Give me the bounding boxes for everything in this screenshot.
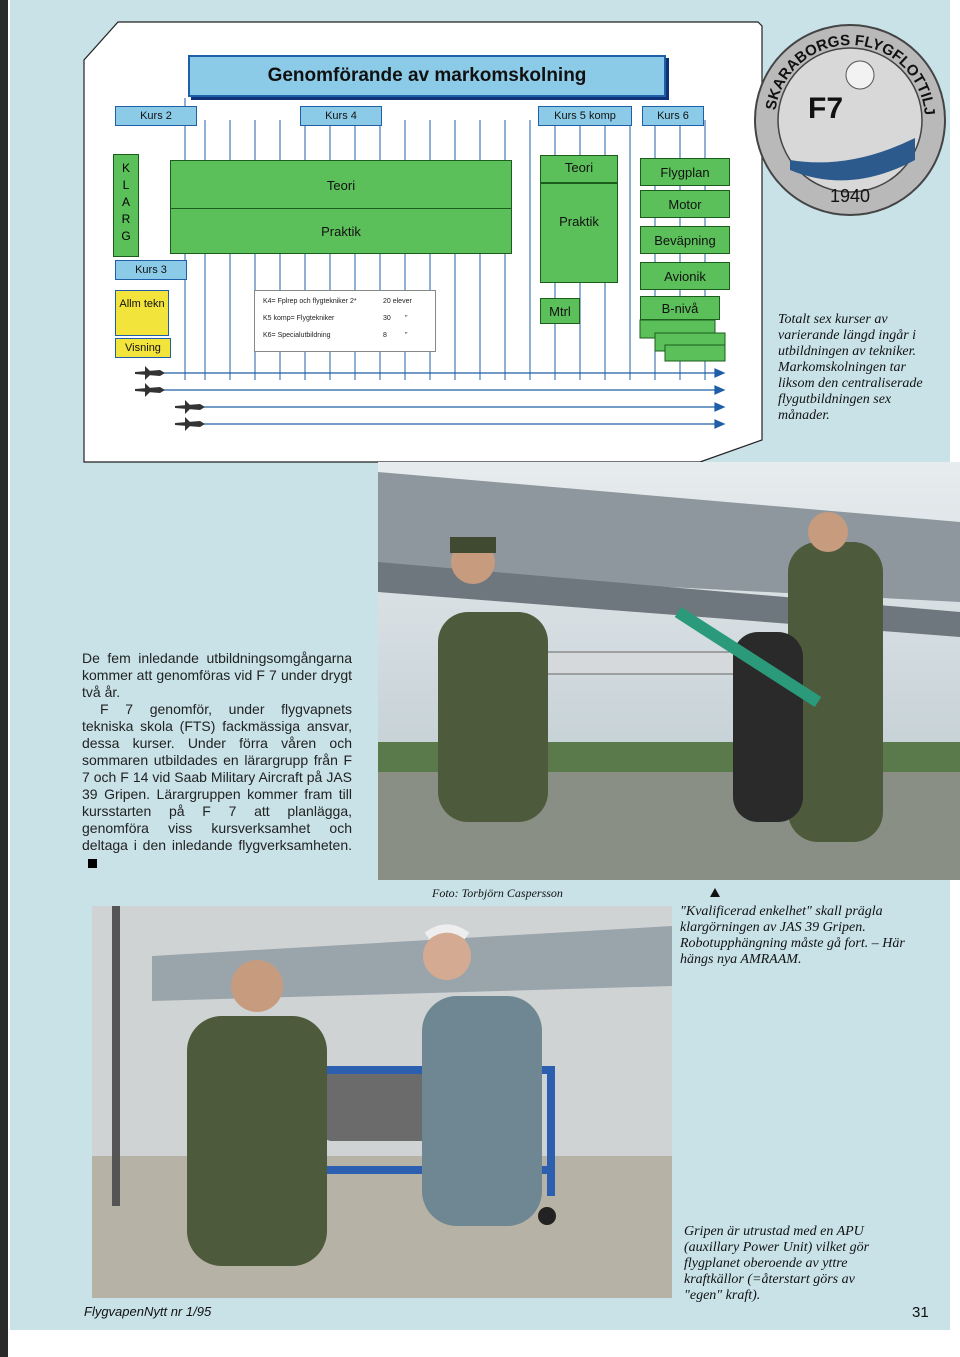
kurs-5-komp-label: Kurs 5 komp (538, 106, 632, 126)
kurs-3-label: Kurs 3 (115, 260, 187, 280)
allm-tekn-label: Allm tekn (115, 290, 169, 336)
legend-label: K4= Fplrep och flygtekniker 2* (263, 298, 357, 305)
photo1-caption: "Kvalificerad enkelhet" skall prägla klargörningen av JAS 39 Gripen. Robotupphängning måste gå fort. – Här hängs nya AMRAAM. (680, 904, 905, 967)
photo-amraam-loading (378, 462, 960, 880)
mtrl-box: Mtrl (540, 298, 580, 324)
caption-pointer-icon (710, 888, 720, 897)
motor-box: Motor (640, 190, 730, 218)
photo-apu-engine (92, 906, 672, 1298)
visning-label: Visning (115, 338, 171, 358)
kurs-6-label: Kurs 6 (642, 106, 704, 126)
legend-value: 20 elever (383, 298, 412, 305)
legend-label: K6= Specialutbildning (263, 332, 331, 339)
praktik-left-box: Praktik (170, 208, 512, 254)
klarg-letter: L (122, 178, 130, 192)
avionik-box: Avionik (640, 262, 730, 290)
klarg-label (113, 154, 139, 257)
article-body (82, 650, 352, 871)
f7-seal-logo (750, 20, 950, 220)
legend-value: 30 (383, 315, 391, 322)
seal-code: F7 (808, 92, 844, 125)
praktik-right-box: Praktik (540, 183, 618, 283)
legend-ditto: " (405, 332, 408, 339)
chart-caption: Totalt sex kurser av varierande längd ingår i utbildningen av tekniker. Markomskolningen tar liksom den centraliserade flygutbildningen sex månader. (778, 312, 923, 423)
body-paragraph-2 (82, 701, 352, 871)
photo2-caption: Gripen är utrustad med en APU (auxillary Power Unit) vilket gör flygplanet oberoende av yttre kraftkällor (=återstart görs av "egen" kraft). (684, 1224, 870, 1303)
publication-footer: FlygvapenNytt nr 1/95 (84, 1304, 212, 1319)
bevapning-box: Beväpning (640, 226, 730, 254)
kurs-2-label: Kurs 2 (115, 106, 197, 126)
chart-legend (254, 290, 436, 352)
klarg-letter: G (121, 229, 131, 243)
legend-label: K5 komp= Flygtekniker (263, 315, 335, 322)
page-number: 31 (912, 1304, 929, 1321)
teori-right-box: Teori (540, 155, 618, 183)
body-paragraph-2-text: F 7 genomför, under flygvapnets tekniska skola (FTS) fackmässiga ansvar, dessa kurser. Under förra våren och sommaren utbildades en lärargrupp från F 7 och F 14 vid Saab Military Aircraft på JAS 39 Gripen. Lärargruppen kommer fram till kursstarten på F 7 att planlägga, genomföra viss kursverksamhet och deltaga i den inledande flygverksamheten. (82, 701, 352, 853)
flygplan-box: Flygplan (640, 158, 730, 186)
seal-top-text: SKARABORGS FLYGFLOTTILJ (762, 31, 938, 117)
end-mark-icon (88, 859, 97, 868)
photo-credit: Foto: Torbjörn Caspersson (432, 886, 563, 900)
klarg-letter: K (121, 161, 130, 175)
klarg-letter: R (121, 212, 131, 226)
kurs-4-label: Kurs 4 (300, 106, 382, 126)
seal-year: 1940 (829, 186, 871, 206)
klarg-letter: A (121, 195, 130, 209)
chart-title: Genomförande av markomskolning (188, 55, 666, 97)
body-paragraph-1: De fem inledande utbildningsomgångarna kommer att genomföras vid F 7 under drygt två år. (82, 650, 352, 700)
legend-ditto: " (405, 315, 408, 322)
teori-left-box: Teori (170, 160, 512, 210)
legend-value: 8 (383, 332, 387, 339)
b-niva-box: B-nivå (640, 296, 720, 320)
